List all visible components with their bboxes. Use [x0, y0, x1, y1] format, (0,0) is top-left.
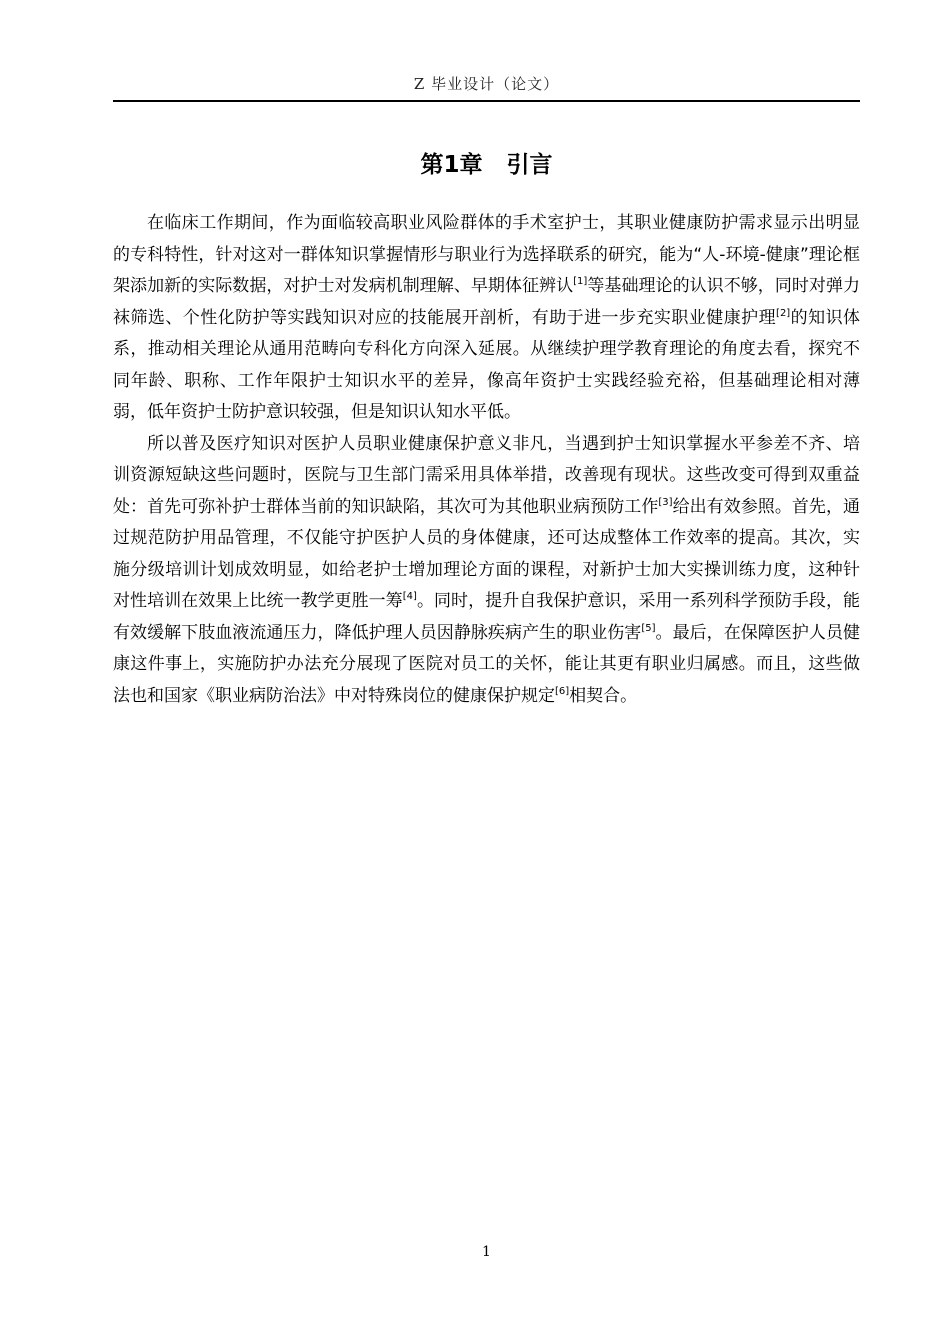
paragraph-text: 的知识体系，推动相关理论从通用范畴向专科化方向深入延展。从继续护理学教育理论的角度去看，探究不同年龄、职称、工作年限护士知识水平的差异，像高年资护士实践经验充裕，但基础理论相对薄弱，低年资护士防护意识较强，但是知识认知水平低。 — [113, 307, 861, 422]
header-divider — [113, 100, 860, 102]
paragraph-text: 在临床工作期间，作为面临较高职业风险群体的手术室护士，其职业健康防护需求显示出明显的专科特性，针对这对一群体知识掌握情形与职业行为选择联系的研究，能为“人-环境-健康”理论框架添加新的实际数据，对护士对发病机制理解、早期体征辨认 — [113, 213, 860, 296]
body-paragraph — [113, 429, 860, 713]
citation-marker: [2] — [776, 307, 791, 319]
citation-marker: [1] — [573, 276, 588, 287]
citation-marker: [3] — [658, 496, 673, 508]
citation-marker: [4] — [402, 591, 417, 602]
citation-marker: [5] — [641, 622, 656, 634]
chapter-name: 引言 — [506, 152, 553, 178]
paragraph-text: 。最后，在保障医护人员健康这件事上，实施防护办法充分展现了医院对员工的关怀，能让其更有职业归属感。而且，这些做法也和国家《职业病防治法》中对特殊岗位的健康保护规定 — [113, 622, 861, 706]
paragraph-text: 等基础理论的认识不够，同时对弹力袜筛选、个性化防护等实践知识对应的技能展开剖析，有助于进一步充实职业健康护理 — [113, 276, 861, 328]
citation-marker: [6] — [555, 685, 570, 697]
page-number: 1 — [482, 1244, 491, 1260]
chapter-title — [113, 146, 860, 179]
chapter-number: 第1章 — [420, 152, 483, 178]
paragraph-text: 给出有效参照。首先，通过规范防护用品管理，不仅能守护医护人员的身体健康，还可达成整体工作效率的提高。其次，实施分级培训计划成效明显，如给老护士增加理论方面的课程，对新护士加大实操训练力度，这种针对性培训在效果上比统一教学更胜一筹 — [113, 496, 860, 611]
chapter-body — [113, 208, 860, 712]
body-paragraph — [113, 208, 860, 429]
paragraph-text: 相契合。 — [569, 685, 638, 706]
page-header: Z 毕业设计（论文） — [413, 75, 560, 93]
paragraph-text: 所以普及医疗知识对医护人员职业健康保护意义非凡，当遇到护士知识掌握水平参差不齐、培训资源短缺这些问题时，医院与卫生部门需采用具体举措，改善现有现状。这些改变可得到双重益处：首先可弥补护士群体当前的知识缺陷，其次可为其他职业病预防工作 — [113, 433, 860, 517]
paragraph-text: 。同时，提升自我保护意识，采用一系列科学预防手段，能有效缓解下肢血液流通压力，降低护理人员因静脉疾病产生的职业伤害 — [113, 591, 861, 643]
